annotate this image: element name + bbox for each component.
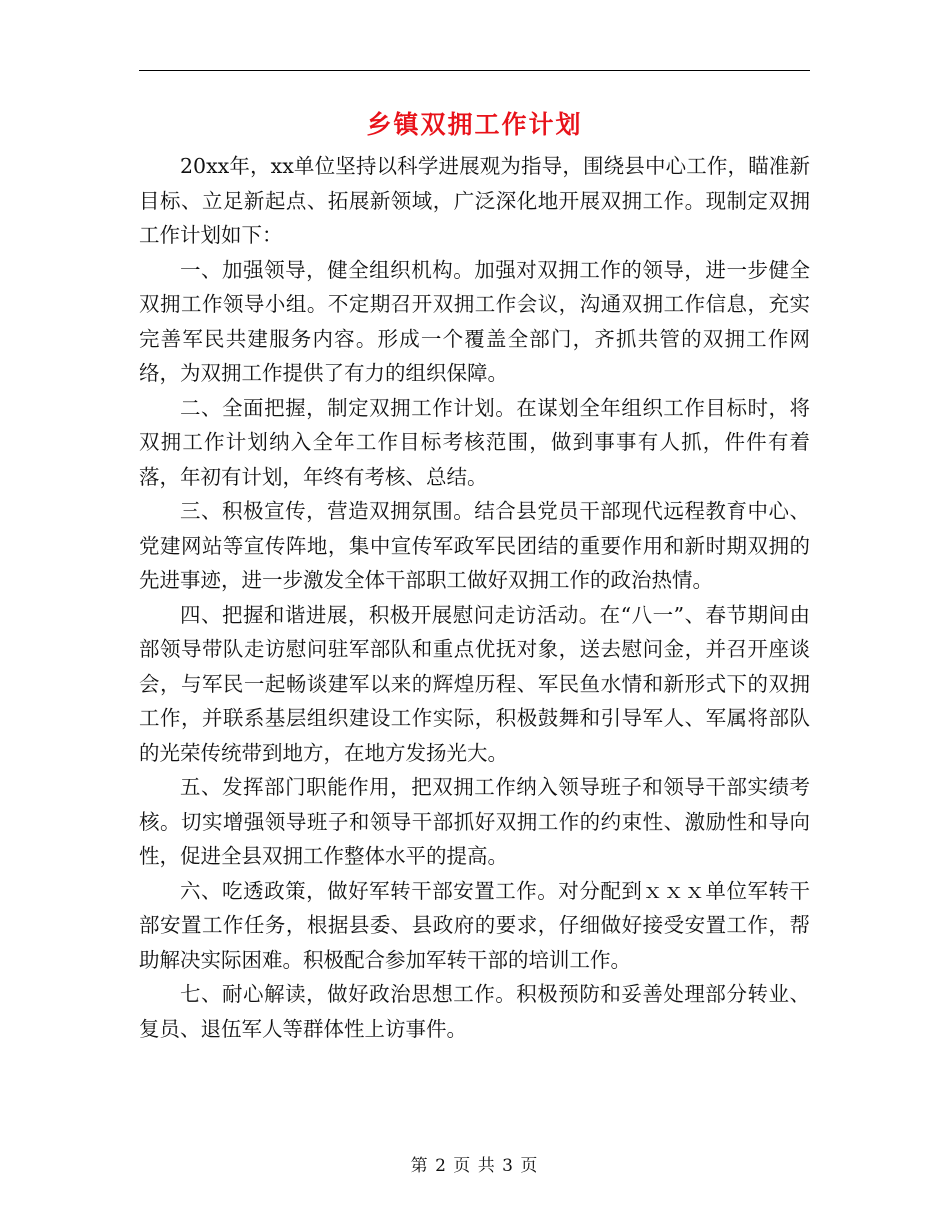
paragraph-2: 二、全面把握，制定双拥工作计划。在谋划全年组织工作目标时，将双拥工作计划纳入全年工作目标考核范围，做到事事有人抓，件件有着落，年初有计划，年终有考核、总结。	[139, 395, 810, 489]
document-body	[139, 149, 810, 1046]
header-rule	[139, 70, 810, 71]
paragraph-4: 四、把握和谐进展，积极开展慰问走访活动。在“八一”、春节期间由部领导带队走访慰问驻军部队和重点优抚对象，送去慰问金，并召开座谈会，与军民一起畅谈建军以来的辉煌历程、军民鱼水情和新形式下的双拥工作，并联系基层组织建设工作实际，积极鼓舞和引导军人、军属将部队的光荣传统带到地方，在地方发扬光大。	[139, 602, 810, 765]
paragraph-5: 五、发挥部门职能作用，把双拥工作纳入领导班子和领导干部实绩考核。切实增强领导班子和领导干部抓好双拥工作的约束性、激励性和导向性，促进全县双拥工作整体水平的提高。	[139, 775, 810, 868]
document-title: 乡镇双拥工作计划	[366, 110, 583, 139]
page-number-footer: 第 2 页 共 3 页	[410, 1156, 539, 1176]
paragraph-3: 三、积极宣传，营造双拥氛围。结合县党员干部现代远程教育中心、党建网站等宣传阵地，集中宣传军政军民团结的重要作用和新时期双拥的先进事迹，进一步激发全体干部职工做好双拥工作的政治热情。	[139, 499, 810, 592]
paragraph-intro: 20xx年，xx单位坚持以科学进展观为指导，围绕县中心工作，瞄准新目标、立足新起点、拓展新领域，广泛深化地开展双拥工作。现制定双拥工作计划如下：	[139, 154, 810, 247]
paragraph-6: 六、吃透政策，做好军转干部安置工作。对分配到ｘｘｘ单位军转干部安置工作任务，根据县委、县政府的要求，仔细做好接受安置工作，帮助解决实际困难。积极配合参加军转干部的培训工作。	[139, 878, 810, 972]
paragraph-7: 七、耐心解读，做好政治思想工作。积极预防和妥善处理部分转业、复员、退伍军人等群体性上访事件。	[139, 982, 810, 1041]
paragraph-1: 一、加强领导，健全组织机构。加强对双拥工作的领导，进一步健全双拥工作领导小组。不定期召开双拥工作会议，沟通双拥工作信息，充实完善军民共建服务内容。形成一个覆盖全部门，齐抓共管的双拥工作网络，为双拥工作提供了有力的组织保障。	[139, 257, 810, 385]
